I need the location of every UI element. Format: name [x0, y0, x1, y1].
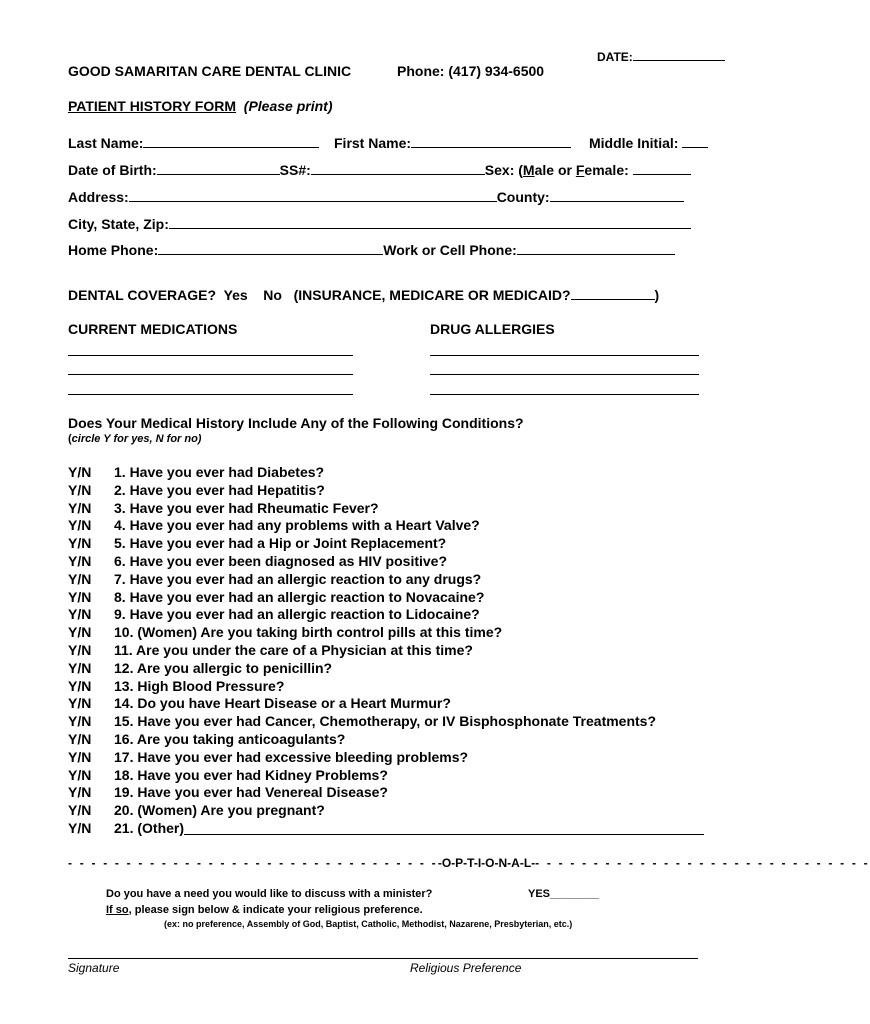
dental-coverage-row [68, 286, 659, 303]
condition-row [68, 660, 704, 678]
condition-row [68, 642, 704, 660]
address-label: Address: [68, 189, 129, 205]
sex-ale-or: ale or [534, 162, 576, 178]
date-field[interactable] [597, 47, 725, 64]
religious-examples: (ex: no preference, Assembly of God, Baptist, Catholic, Methodist, Nazarene, Presbyterian, etc.) [164, 919, 573, 929]
home-phone-line[interactable] [158, 241, 383, 255]
instruction-text: , please sign below & indicate your religious preference. [128, 904, 423, 916]
condition-row [68, 553, 704, 571]
sex-label-prefix: Sex: ( [484, 162, 523, 178]
sex-emale: emale: [584, 162, 629, 178]
sex-f: F [575, 162, 585, 178]
condition-row [68, 589, 704, 607]
city-state-zip-line[interactable] [169, 215, 691, 229]
condition-question: 7. Have you ever had an allergic reaction to any drugs? [114, 570, 482, 587]
condition-row [68, 517, 704, 535]
yn-choice[interactable]: Y/N [68, 570, 92, 587]
yn-choice[interactable]: Y/N [68, 606, 92, 623]
home-phone-label: Home Phone: [68, 242, 159, 258]
dental-coverage-question: DENTAL COVERAGE? [68, 287, 217, 303]
conditions-title: Does Your Medical History Include Any of the Following Conditions? [68, 415, 524, 431]
work-phone-label: Work or Cell Phone: [383, 242, 517, 258]
condition-row [68, 784, 704, 802]
yn-choice[interactable]: Y/N [68, 695, 92, 712]
condition-question: 18. Have you ever had Kidney Problems? [114, 766, 388, 783]
conditions-hint-text: circle Y for yes, N for no) [71, 433, 202, 445]
medication-line-1[interactable] [68, 355, 353, 356]
phones-row [68, 241, 675, 258]
yn-choice[interactable]: Y/N [68, 802, 92, 819]
yn-choice[interactable]: Y/N [68, 481, 92, 498]
address-row [68, 188, 684, 205]
condition-question: 16. Are you taking anticoagulants? [114, 730, 346, 747]
condition-row [68, 678, 704, 696]
yn-choice[interactable]: Y/N [68, 464, 92, 480]
last-name-line[interactable] [143, 134, 319, 148]
form-title-row [68, 98, 333, 114]
clinic-phone: Phone: (417) 934-6500 [397, 63, 545, 79]
last-name-label: Last Name: [68, 135, 144, 151]
dob-label: Date of Birth: [68, 162, 157, 178]
middle-initial-line[interactable] [682, 134, 708, 148]
condition-row [68, 624, 704, 642]
condition-row [68, 500, 704, 518]
condition-question: 19. Have you ever had Venereal Disease? [114, 784, 388, 801]
signature-line[interactable] [68, 958, 698, 959]
condition-row [68, 802, 704, 820]
allergies-header: DRUG ALLERGIES [430, 321, 555, 337]
dob-line[interactable] [157, 161, 280, 175]
dental-coverage-yes[interactable]: Yes [223, 287, 248, 303]
condition-row [68, 571, 704, 589]
condition-question: 15. Have you ever had Cancer, Chemotherapy, or IV Bisphosphonate Treatments? [114, 713, 657, 730]
condition-row [68, 820, 704, 838]
condition-row [68, 695, 704, 713]
clinic-name: GOOD SAMARITAN CARE DENTAL CLINIC [68, 63, 352, 79]
condition-question: 12. Are you allergic to penicillin? [114, 659, 333, 676]
optional-label: -O-P-T-I-O-N-A-L- [437, 856, 536, 870]
condition-row [68, 464, 704, 482]
minister-yes-field[interactable]: YES________ [528, 888, 599, 900]
date-label: DATE: [597, 50, 633, 64]
form-subtitle: (Please print) [243, 98, 333, 114]
work-phone-line[interactable] [517, 241, 675, 255]
yn-choice[interactable]: Y/N [68, 552, 92, 569]
yn-choice[interactable]: Y/N [68, 588, 92, 605]
county-line[interactable] [550, 188, 684, 202]
signature-label: Signature [68, 961, 120, 975]
condition-question: 6. Have you ever been diagnosed as HIV positive? [114, 552, 448, 569]
condition-row [68, 482, 704, 500]
condition-row [68, 767, 704, 785]
yn-choice[interactable]: Y/N [68, 499, 92, 516]
yn-choice[interactable]: Y/N [68, 766, 92, 783]
condition-question: 20. (Women) Are you pregnant? [114, 802, 325, 819]
minister-question: Do you have a need you would like to discuss with a minister? [106, 888, 433, 900]
condition-question: 4. Have you ever had any problems with a Heart Valve? [114, 517, 480, 534]
first-name-field[interactable] [334, 134, 571, 151]
condition-question: 17. Have you ever had excessive bleeding problems? [114, 748, 469, 765]
yn-choice[interactable]: Y/N [68, 819, 92, 836]
ssn-line[interactable] [311, 161, 485, 175]
last-name-field[interactable] [68, 134, 319, 151]
city-state-zip-field[interactable] [68, 215, 691, 232]
middle-initial-field[interactable] [589, 134, 708, 151]
condition-question: 14. Do you have Heart Disease or a Heart Murmur? [114, 695, 451, 712]
yn-choice[interactable]: Y/N [68, 517, 92, 534]
condition-question: 8. Have you ever had an allergic reaction to Novacaine? [114, 588, 485, 605]
medication-line-3[interactable] [68, 394, 353, 395]
condition-question: 1. Have you ever had Diabetes? [114, 464, 325, 480]
condition-question: 3. Have you ever had Rheumatic Fever? [114, 499, 379, 516]
condition-question: 9. Have you ever had an allergic reaction to Lidocaine? [114, 606, 480, 623]
first-name-label: First Name: [334, 135, 412, 151]
first-name-line[interactable] [411, 134, 571, 148]
sex-line[interactable] [633, 161, 691, 175]
condition-question: 21. (Other) [114, 819, 185, 836]
date-input-line[interactable] [633, 47, 725, 61]
city-state-zip-label: City, State, Zip: [68, 216, 169, 232]
condition-question: 2. Have you ever had Hepatitis? [114, 481, 325, 498]
allergy-line-3[interactable] [430, 394, 699, 395]
condition-row [68, 535, 704, 553]
yn-choice[interactable]: Y/N [68, 641, 92, 658]
condition-row [68, 749, 704, 767]
yn-choice[interactable]: Y/N [68, 624, 92, 641]
medications-header: CURRENT MEDICATIONS [68, 321, 238, 337]
yn-choice[interactable]: Y/N [68, 659, 92, 676]
if-so-text: If so [106, 904, 129, 916]
condition-question: 10. (Women) Are you taking birth control pills at this time? [114, 624, 503, 641]
middle-initial-label: Middle Initial: [589, 135, 679, 151]
dental-coverage-no[interactable]: No [263, 287, 282, 303]
other-condition-line[interactable] [184, 820, 704, 835]
condition-question: 5. Have you ever had a Hip or Joint Replacement? [114, 535, 447, 552]
condition-question: 11. Are you under the care of a Physician at this time? [114, 641, 473, 658]
yn-choice[interactable]: Y/N [68, 713, 92, 730]
dob-ssn-row [68, 161, 691, 178]
allergy-line-1[interactable] [430, 355, 699, 356]
medication-line-2[interactable] [68, 374, 353, 375]
address-line[interactable] [129, 188, 497, 202]
optional-divider: - - - - - - - - - - - - - - - - - - - - - - - - - - - - - - - --O-P-T-I-O-N-A-L-- - - - - - - - - - - - - - - - - - - - - - - - - - - - - [68, 856, 870, 870]
form-title: PATIENT HISTORY FORM [68, 98, 237, 114]
conditions-list [68, 464, 704, 838]
sex-m: M [522, 162, 535, 178]
yn-choice[interactable]: Y/N [68, 784, 92, 801]
yn-choice[interactable]: Y/N [68, 677, 92, 694]
yn-choice[interactable]: Y/N [68, 535, 92, 552]
allergy-line-2[interactable] [430, 374, 699, 375]
dental-coverage-details: (INSURANCE, MEDICARE OR MEDICAID? [293, 287, 571, 303]
condition-row [68, 713, 704, 731]
dental-coverage-close: ) [654, 287, 660, 303]
conditions-hint-open: ( [68, 433, 72, 445]
religious-instruction [106, 904, 423, 916]
dental-coverage-line[interactable] [571, 286, 655, 300]
county-label: County: [496, 189, 550, 205]
yn-choice[interactable]: Y/N [68, 730, 92, 747]
condition-row [68, 731, 704, 749]
condition-row [68, 606, 704, 624]
yn-choice[interactable]: Y/N [68, 748, 92, 765]
condition-question: 13. High Blood Pressure? [114, 677, 285, 694]
ssn-label: SS#: [279, 162, 311, 178]
religious-preference-label: Religious Preference [410, 961, 522, 975]
conditions-hint [68, 433, 201, 445]
